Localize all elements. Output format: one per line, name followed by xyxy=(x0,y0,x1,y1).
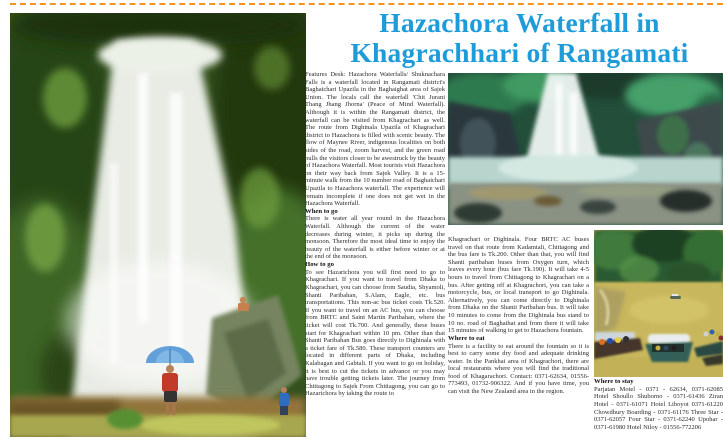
article-column-2 xyxy=(448,236,589,396)
section-heading-where-to-eat: Where to eat xyxy=(448,334,485,342)
main-waterfall-photo xyxy=(10,13,306,437)
boats-photo xyxy=(594,230,723,377)
title-line-1: Hazachora Waterfall in xyxy=(379,7,660,38)
intro-paragraph: Features Desk: Hazachora Waterfalls/ Shuknachara Falls is a waterfall located in Rangamati district's Baghaichari Upazila in the Baghaighat area of Sajek Union. The locals call the waterfall 'Chit Jurani Thang Jhang Jhorna' (Peace of Mind Waterfall). Although it is within the Rangamati district, the waterfall can be visited from Khagrachari as well. The route from Dighinala Upazila of Khagrachari district to Hazachora is filled with scenic beauty. The flow of Maynee River, indigenous localities on both sides of the road, zoom harvest, and the green road pulls the visitors closer to be awestruck by the beauty of Hazachora Waterfall. Most tourists visit Hazachora on their way back from Sajek Valley. It is a 15-minute walk from the 10 number road of Baghaichari Upazila to Hazachora waterfall. The experience will remain incomplete if one does not get wet in the Hazachora Waterfall. xyxy=(305,71,445,208)
boats-illustration xyxy=(594,230,723,377)
top-dashed-divider xyxy=(10,3,723,5)
second-waterfall-illustration xyxy=(448,73,723,225)
article-title xyxy=(316,8,723,68)
title-line-2: Khagrachhari of Rangamati xyxy=(350,37,689,68)
where-to-stay-paragraph: Parjatan Motel - 0371 - 62634, 0371-62085 Hotel Shoullo Shuborno - 0371-61436 Ziran Hotel - 0371-61071 Hotel Liboyot 0371-61220 Chowdhury Boarding - 0371-61176 Three Star - 0371-62057 Four Star - 0371-62240 Upohar - 0371-61980 Hotel Niloy - 01556-772206 xyxy=(594,385,723,431)
when-to-go-paragraph: There is water all year round in the Hazachora Waterfall. Although the current of the water decreases during winter, it picks up during the monsoon. Therefore the most ideal time to enjoy the beauty of the waterfall is either before winter or at the end of the monsoon. xyxy=(305,215,445,261)
section-heading-when-to-go: When to go xyxy=(305,207,338,215)
article-column-1 xyxy=(305,71,445,398)
how-to-go-paragraph: To see Hazarichora you will first need to go to Khagrachari. If you want to travel from Dhaka to Khagrachari, you can choose from Saudia, Shyamoli, Shanti Paribahan, S.Alam, Eagle, etc. bus transportations. This non-ac bus ticket costs Tk.520. If you want to travel on an AC bus, you can choose from BRTC and Saint Martin Paribahan, where the ticket will cost Tk.700. And generally, these buses start for Khagrachari within 10 pm. Other than that Shanti Paribahan Bus goes directly to Dighinala with a ticket fare of Tk.580. These transport counters are located in different parts of Dhaka, including Kalabagan and Gabtali. If you want to go on holiday, it is best to cut the tickets in advance or you may have trouble getting tickets later. The journey from Chittagong to Sajek From Chittagong, you can go to Hazarichora by taking the route to xyxy=(305,268,445,398)
main-waterfall-illustration xyxy=(10,13,306,437)
where-to-stay-block xyxy=(594,378,723,431)
where-to-eat-paragraph: There is a facility to eat around the fountain so it is best to carry some dry food and adequate drinking water. In the Pankhai area of Khagrachori, there are local restaurants where you will find the traditional food of Khagarachori. Contact: 0371-62634, 01556-773493, 01732-906322. And if you have time, you can visit the New Zealand area in the region. xyxy=(448,342,589,396)
second-waterfall-photo xyxy=(448,73,723,225)
center-tour-boat xyxy=(645,334,693,362)
section-heading-where-to-stay: Where to stay xyxy=(594,378,634,385)
how-to-go-continued-paragraph: Khagrachari or Dighinala. Four BRTC AC buses travel on that route from Kadamtali, Chittagong and the bus fare is Tk.200. Other than that, you will find Shanti paribahan buses from Oxygen turn, which leaves every hour (bus fare Tk.190). It will take 4-5 hours to travel from Chittagong to Khagrachari on a bus. After getting off at Khagrachori, you can take a motorcycle, bus, or local transport to go Dighinala. Alternatively, you can come directly to Dighinala from Dhaka on the Shanti Paribahan bus. It will take 10 minutes to come from the Dighinala bus stand to 10 no. road of Baghaihat and from there it will take 15 minutes of walking to get to Hazachora fountain. xyxy=(448,236,589,335)
section-heading-how-to-go: How to go xyxy=(305,261,334,269)
